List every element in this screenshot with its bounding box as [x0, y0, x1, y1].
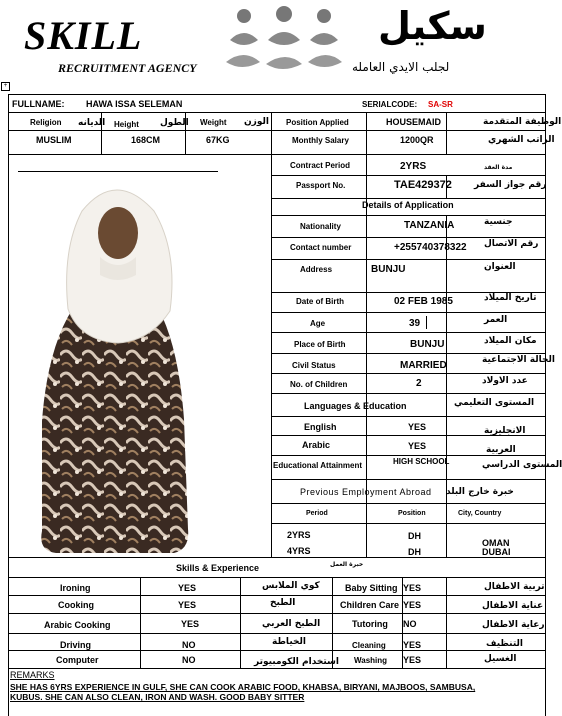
position-value: HOUSEMAID: [386, 117, 442, 127]
english-label: English: [304, 422, 337, 432]
weight-label: Weight: [200, 118, 227, 127]
position-label: Position Applied: [286, 118, 349, 127]
languages-arabic: المستوى التعليمي: [454, 398, 535, 408]
table-rule: [8, 557, 545, 558]
skill-computer-label: Computer: [56, 655, 99, 665]
table-rule: [272, 455, 545, 456]
table-rule: [272, 353, 545, 354]
age-arabic: العمر: [484, 315, 508, 325]
nationality-label: Nationality: [300, 222, 341, 231]
salary-value: 1200QR: [400, 135, 434, 145]
contact-value: +255740378322: [394, 242, 467, 253]
arabic-arabic: العربية: [486, 445, 516, 455]
table-rule: [8, 668, 545, 669]
nationality-arabic: جنسية: [484, 217, 513, 227]
period-header: Period: [306, 510, 328, 517]
city-header: City, Country: [458, 510, 502, 517]
skill-cooking-arabic: الطبخ: [270, 598, 296, 608]
children-arabic: عدد الاولاد: [482, 376, 528, 386]
table-rule: [272, 237, 545, 238]
languages-title: Languages & Education: [304, 401, 407, 411]
table-rule: [366, 503, 367, 557]
details-title: Details of Application: [362, 200, 454, 210]
table-rule: [8, 577, 545, 578]
religion-arabic: الديانه: [78, 118, 106, 128]
employment-position-1: DH: [408, 531, 421, 541]
table-rule: [272, 198, 545, 199]
nationality-value: TANZANIA: [404, 220, 455, 231]
table-rule: [8, 94, 545, 95]
table-rule: [271, 112, 272, 557]
table-rule: [272, 479, 545, 480]
table-rule: [366, 112, 367, 523]
skill-arabic-cooking-arabic: الطبخ العربي: [262, 619, 321, 629]
remarks-line-1: SHE HAS 6YRS EXPERIENCE IN GULF, SHE CAN COOK ARABIC FOOD, KHABSA, BIRYANI, MAJBOOS, SAMBUSA,: [10, 682, 476, 692]
contract-label: Contract Period: [290, 161, 351, 170]
address-label: Address: [300, 265, 333, 274]
address-value: BUNJU: [371, 264, 406, 275]
salary-arabic: الراتب الشهري: [488, 135, 555, 145]
table-rule: [272, 175, 545, 176]
skill-computer-arabic: استخدام الكومبيوتر: [254, 657, 339, 667]
table-rule: [272, 416, 545, 417]
skill-cleaning-arabic: التنظيف: [486, 639, 523, 649]
tagline-arabic: لجلب الايدي العامله: [352, 60, 450, 74]
agency-logo-icon: [222, 2, 352, 79]
remarks-line-2: KUBUS. SHE CAN ALSO CLEAN, IRON AND WASH. GOOD BABY SITTER: [10, 692, 305, 702]
table-rule: [272, 503, 545, 504]
skill-washing-value: YES: [403, 655, 422, 665]
english-arabic: الانجليزية: [484, 426, 526, 436]
contact-arabic: رقم الاتصال: [484, 239, 539, 249]
table-rule: [272, 393, 545, 394]
employment-period-2: 4YRS: [287, 546, 311, 556]
dob-arabic: تاريخ الميلاد: [484, 293, 537, 303]
pob-value: BUNJU: [410, 339, 445, 350]
dob-label: Date of Birth: [296, 297, 344, 306]
pob-arabic: مكان الميلاد: [484, 336, 537, 346]
agency-name: RECRUITMENT AGENCY: [58, 61, 197, 75]
height-arabic: الطول: [160, 118, 189, 128]
contract-value: 2YRS: [400, 161, 427, 172]
contract-arabic: مدة العقد: [484, 164, 513, 171]
address-arabic: العنوان: [484, 262, 516, 272]
serial-value: SA-SR: [428, 100, 453, 109]
position-header: Position: [398, 510, 426, 517]
skill-ironing-value: YES: [178, 583, 197, 593]
skill-cleaning-value: YES: [403, 640, 422, 650]
dob-value: 02 FEB 1985: [394, 296, 453, 307]
brand-arabic: سكيل: [378, 4, 487, 48]
table-rule: [240, 577, 241, 668]
skill-tutoring-arabic: رعاية الاطفال: [482, 620, 545, 630]
remarks-label: REMARKS: [10, 670, 55, 680]
skill-cooking-label: Cooking: [58, 600, 94, 610]
skill-babysitting-arabic: تربية الاطفال: [484, 582, 545, 592]
education-arabic: المستوى الدراسي: [482, 460, 562, 470]
table-rule: [8, 130, 545, 131]
table-rule: [272, 373, 545, 374]
civil-label: Civil Status: [292, 361, 336, 370]
civil-arabic: الحالة الاجتماعية: [482, 355, 555, 365]
table-rule: [140, 577, 141, 668]
english-value: YES: [408, 422, 427, 432]
table-rule: [272, 312, 545, 313]
table-rule: [8, 633, 545, 634]
children-value: 2: [416, 378, 422, 389]
skill-babysitting-label: Baby Sitting: [345, 583, 398, 593]
skill-tutoring-label: Tutoring: [352, 619, 388, 629]
table-rule: [8, 94, 9, 716]
skill-childcare-value: YES: [403, 600, 422, 610]
skill-washing-arabic: الغسيل: [484, 654, 517, 664]
employment-position-2: DH: [408, 547, 421, 557]
table-rule: [272, 259, 545, 260]
pob-label: Place of Birth: [294, 340, 346, 349]
age-value[interactable]: 39: [409, 318, 421, 329]
education-value: HIGH SCHOOL: [393, 457, 450, 466]
religion-label: Religion: [30, 118, 62, 127]
fullname-label: FULLNAME:: [12, 99, 65, 109]
table-rule: [446, 503, 447, 557]
table-rule: [8, 112, 545, 113]
skills-title: Skills & Experience: [176, 563, 260, 573]
passport-label: Passport No.: [296, 181, 346, 190]
height-label: Height: [114, 120, 139, 129]
arabic-label: Arabic: [302, 440, 331, 450]
passport-value: TAE429372: [394, 179, 452, 191]
skill-cooking-value: YES: [178, 600, 197, 610]
weight-arabic: الوزن: [244, 117, 269, 127]
table-move-handle-icon[interactable]: +: [1, 82, 10, 91]
skill-driving-arabic: الخياطة: [272, 637, 306, 647]
age-label: Age: [310, 319, 326, 328]
table-rule: [8, 650, 545, 651]
skill-ironing-arabic: كوي الملابس: [262, 581, 320, 591]
employment-period-1: 2YRS: [287, 530, 311, 540]
skill-arabic-cooking-value: YES: [181, 619, 200, 629]
weight-value: 67KG: [206, 135, 230, 145]
position-arabic: الوظيفة المتقدمة: [483, 117, 562, 127]
table-rule: [8, 595, 545, 596]
text-cursor: [426, 316, 427, 329]
table-rule: [446, 577, 447, 668]
previous-employment-arabic: خبرة خارج البلد: [446, 487, 514, 497]
skill-babysitting-value: YES: [403, 583, 422, 593]
skill-driving-value: NO: [182, 640, 196, 650]
arabic-value: YES: [408, 441, 427, 451]
table-rule: [446, 112, 447, 154]
serial-label: SERIALCODE:: [362, 100, 418, 109]
employment-city-2: DUBAI: [482, 547, 511, 557]
employment-city-1: OMAN: [482, 538, 510, 548]
skill-washing-label: Washing: [354, 656, 388, 665]
children-label: No. of Children: [290, 380, 348, 389]
civil-value: MARRIED: [400, 360, 447, 371]
table-rule: [272, 215, 545, 216]
skill-computer-value: NO: [182, 655, 196, 665]
skill-childcare-arabic: عناية الاطفال: [482, 601, 544, 611]
previous-employment-title: Previous Employment Abroad: [300, 487, 432, 497]
skill-arabic-cooking-label: Arabic Cooking: [44, 620, 111, 630]
applicant-photo: [38, 171, 196, 554]
education-label: Educational Attainment: [273, 461, 363, 470]
salary-label: Monthly Salary: [292, 136, 349, 145]
table-rule: [8, 154, 545, 155]
table-rule: [272, 523, 545, 524]
skill-childcare-label: Children Care: [340, 600, 400, 610]
table-rule: [8, 613, 545, 614]
fullname-value: HAWA ISSA SELEMAN: [86, 99, 183, 109]
skill-tutoring-value: NO: [403, 619, 417, 629]
skill-ironing-label: Ironing: [60, 583, 91, 593]
table-rule: [272, 332, 545, 333]
religion-value: MUSLIM: [36, 135, 72, 145]
table-rule: [332, 577, 333, 668]
skill-driving-label: Driving: [60, 640, 92, 650]
height-value: 168CM: [131, 135, 161, 145]
passport-arabic: رقم جواز السفر: [474, 180, 547, 190]
brand-logo-text: SKILL: [24, 13, 143, 58]
skill-cleaning-label: Cleaning: [352, 641, 386, 650]
contact-label: Contact number: [290, 243, 352, 252]
skills-arabic: خبرة العمل: [330, 561, 364, 568]
